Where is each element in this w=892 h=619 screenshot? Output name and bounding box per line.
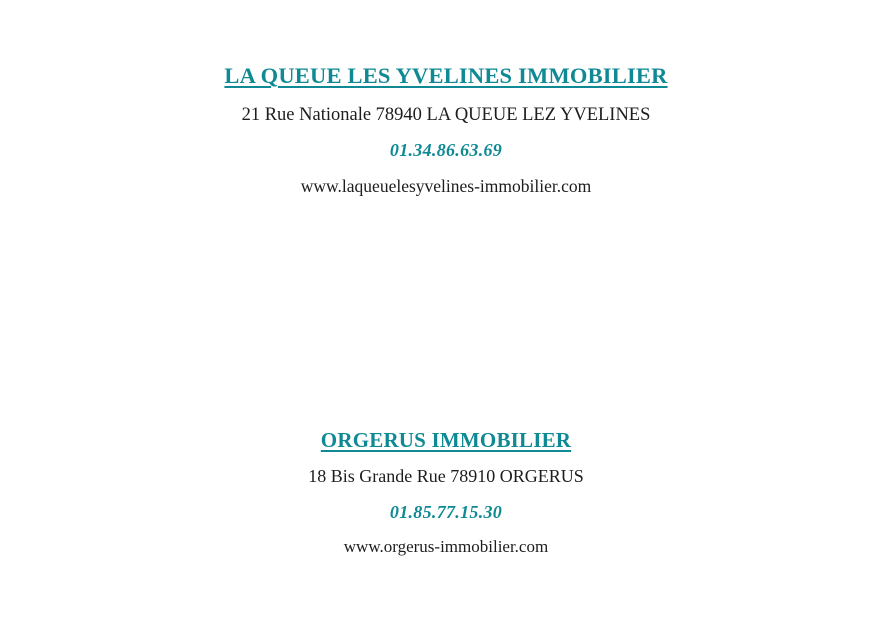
agency-phone: 01.34.86.63.69: [389, 140, 503, 161]
agency-block-la-queue-les-yvelines: [0, 62, 892, 197]
agency-block-orgerus: [0, 427, 892, 558]
agency-website: www.orgerus-immobilier.com: [343, 537, 549, 557]
agency-phone: 01.85.77.15.30: [389, 501, 503, 522]
agency-website: www.laqueuelesyvelines-immobilier.com: [300, 175, 592, 196]
agency-name: LA QUEUE LES YVELINES IMMOBILIER: [224, 63, 668, 88]
agency-name: ORGERUS IMMOBILIER: [320, 428, 572, 452]
agency-address: 21 Rue Nationale 78940 LA QUEUE LEZ YVELINES: [241, 105, 651, 126]
agency-address: 18 Bis Grande Rue 78910 ORGERUS: [308, 466, 584, 487]
